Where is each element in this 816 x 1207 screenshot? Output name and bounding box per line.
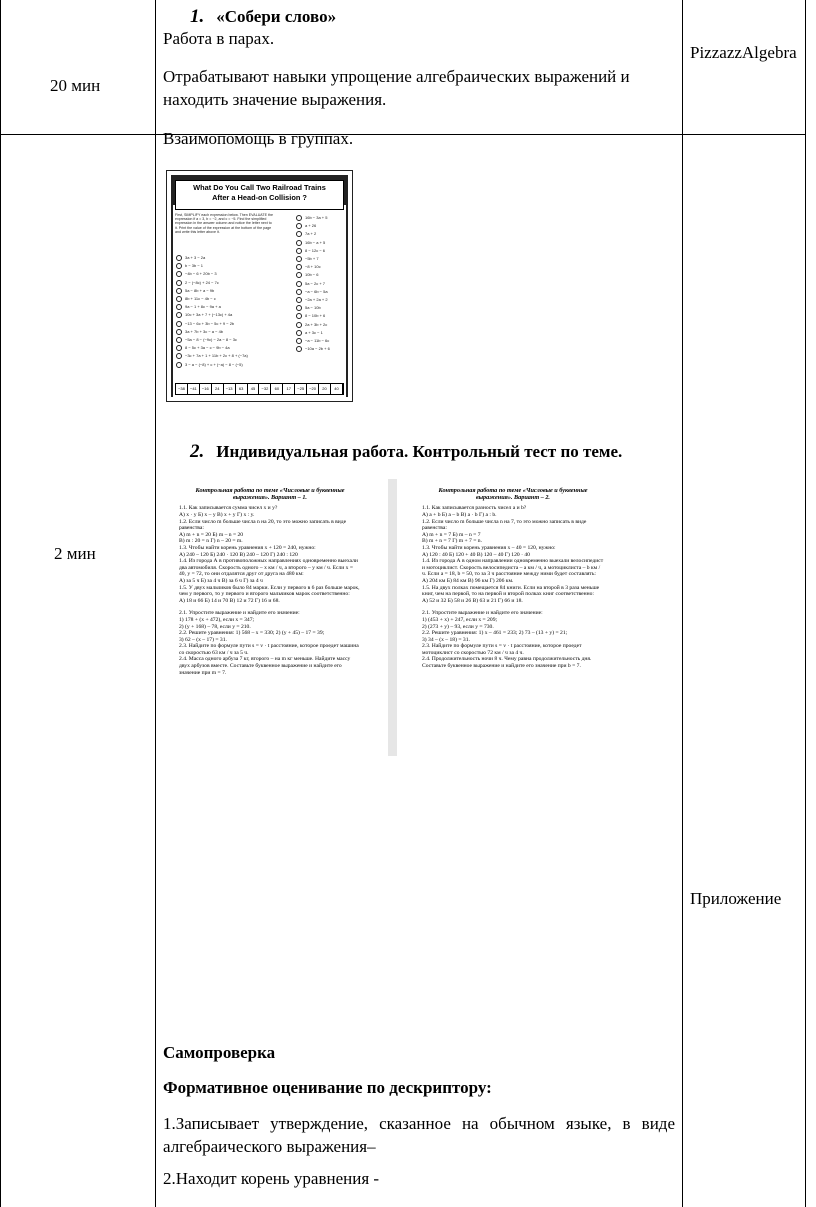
test-line: А) m + n = 20 Б) m – n = 20 xyxy=(179,531,244,538)
poster-left-item-text: 10c + 3a + 7 + (−13c) + 4a xyxy=(185,312,233,318)
test-line: В) m + n = 7 Г) m + 7 = n. xyxy=(422,538,482,545)
test-line: 2) (y + 168) – 78, если y = 210. xyxy=(179,623,251,630)
circle-icon xyxy=(176,329,182,335)
test-line: 1.5. На двух полках помещается 84 книги. Если на второй в 3 раза меньше книг, чем на первой, то на первой и второй полках книг соответственно: xyxy=(422,584,600,598)
poster-left-item xyxy=(176,280,219,286)
poster-right-item-text: 8 − 12c − 6 xyxy=(305,247,326,253)
answer-cell: −13 xyxy=(224,384,236,394)
answer-cell: 60 xyxy=(271,384,283,394)
section-2-title: Индивидуальная работа. Контрольный тест по теме. xyxy=(216,442,623,461)
poster-right-item xyxy=(296,215,327,221)
circle-icon xyxy=(296,281,302,287)
test-line: 3) 62 – (x – 17) = 31. xyxy=(179,636,227,643)
test-line: 2) (273 + y) – 93, если y = 730. xyxy=(422,623,494,630)
poster-right-item xyxy=(296,297,328,303)
circle-icon xyxy=(296,215,302,221)
poster-instructions: First, SIMPLIFY each expression below. Then EVALUATE the expression if a = 3, b = −2, and c = −5. Find the simplified expression in the answer column and notice the letter next to it. Print the value of the expression at the bottom of the page and write this letter above it. xyxy=(175,213,274,234)
poster-title xyxy=(175,180,344,210)
test-line: 2.2. Решите уравнения: 1) 568 – x = 330; 2) (y + 45) – 17 = 39; xyxy=(179,630,325,637)
poster-left-item xyxy=(176,362,243,368)
poster-left-item-text: 3a + 7b + 3c − a − 4b xyxy=(185,328,224,334)
poster-right-item-text: 5a − 2c + 7 xyxy=(305,280,326,286)
poster-right-item-text: −8 + 10c xyxy=(305,264,321,270)
poster-left-item-text: 5a − 8b + a − 9b xyxy=(185,287,215,293)
test-line: 1.3. Чтобы найти корень уравнения x – 40 = 120, нужно: xyxy=(422,544,556,551)
poster-left-item-text: b − 3b − 1 xyxy=(185,263,204,269)
answer-cell: 17 xyxy=(283,384,295,394)
poster-right-item xyxy=(296,256,319,262)
circle-icon xyxy=(296,231,302,237)
test-line: 1.3. Чтобы найти корень уравнения x + 120 = 240, нужно: xyxy=(179,544,316,551)
test-2-title: Контрольная работа по теме «Числовые и буквенные выражения». Вариант – 2. xyxy=(438,487,588,502)
mutual-help-text: Взаимопомощь в группах. xyxy=(163,129,354,148)
poster-right-item-text: 5a − 10b xyxy=(305,305,321,311)
section-1-title: «Собери слово» xyxy=(216,7,337,26)
answer-cell: 40 xyxy=(331,384,343,394)
poster-left-item xyxy=(176,353,248,359)
circle-icon xyxy=(296,256,302,262)
circle-icon xyxy=(176,353,182,359)
poster-right-item xyxy=(296,231,316,237)
circle-icon xyxy=(296,338,302,344)
circle-icon xyxy=(176,271,182,277)
poster-left-item-text: −4b − 6 + 20b − 3 xyxy=(185,271,217,277)
table-divider-1 xyxy=(155,0,156,1207)
poster-left-item-text: 3a + 3 − 2a xyxy=(185,255,206,261)
poster-left-item-text: −5a − 8 − (−9c) − 2a − 8 − 3c xyxy=(185,337,237,343)
test-line: А) за 5 ч Б) за 4 ч В) за 6 ч Г) за 4 ч xyxy=(179,577,263,584)
answer-cell: −32 xyxy=(259,384,271,394)
test-line: А) 204 км Б) 84 км В) 96 км Г) 206 км. xyxy=(422,577,514,584)
test-variant-1 xyxy=(175,479,365,754)
circle-icon xyxy=(176,362,182,368)
circle-icon xyxy=(176,345,182,351)
test-separator xyxy=(388,479,397,756)
test-line: 2.3. Найдите по формуле пути s = v · t расстояние, которое проедет машина со скоростью 63 км / ч за 5 ч. xyxy=(179,643,359,656)
poster-left-item xyxy=(176,296,216,302)
test-line: 2.4. Продолжительность ночи 8 ч. Чему равна продолжительность дня. Составьте буквенное выражение и найдите его значение при b = 7. xyxy=(422,656,592,670)
poster-left-item-text: 3 − a − (−8) + c + (−a) − 8 − (−5) xyxy=(185,361,243,367)
test-line: 1.4. Из города А в одном направлении одновременно выехали велосипедист и мотоциклист. Скорость велосипедиста – a км / ч, а мотоциклиста – b км / ч. Если a = 18, b = 50, то за 3 ч расстояние между ними будет составлять: xyxy=(422,558,604,578)
poster-left-item xyxy=(176,304,221,310)
test-line: 3) 34 – (x – 18) = 31. xyxy=(422,636,470,643)
answer-cell: 63 xyxy=(236,384,248,394)
poster-right-item-text: −a − 11b − 6c xyxy=(305,338,330,344)
skills-text: Отрабатывают навыки упрощение алгебраических выражений и находить значение выражения. xyxy=(163,67,630,109)
test-line: 1) 178 + (x + 472), если x = 347; xyxy=(179,616,255,623)
test-line: В) m : 20 = n Г) n – 20 = m. xyxy=(179,538,243,545)
poster-left-item xyxy=(176,329,223,335)
section-2-heading xyxy=(190,440,702,463)
section-1-number: 1. xyxy=(190,6,205,27)
circle-icon xyxy=(176,280,182,286)
pair-work-text: Работа в парах. xyxy=(163,29,275,48)
test-line: 1.2. Если число m больше числа n на 7, то это можно записать в виде равенства: xyxy=(422,518,587,532)
test-1-body xyxy=(175,505,365,676)
test-line: А) 52 и 32 Б) 58 и 26 В) 63 и 21 Г) 66 и 18. xyxy=(422,597,523,604)
poster-right-item xyxy=(296,330,323,336)
poster-right-item-text: 16b − 3a + 5 xyxy=(305,215,328,221)
test-line: 1.1. Как записывается разность чисел a и b? xyxy=(422,505,527,512)
poster-left-item xyxy=(176,288,214,294)
test-variant-2 xyxy=(418,479,608,754)
poster-left-item-text: −13 − 6c + 3b − 5c + 9 − 2b xyxy=(185,320,235,326)
time-cell-2: 2 мин xyxy=(54,544,96,563)
test-line: А) 240 – 120 Б) 240 · 120 В) 240 – 120 Г) 240 : 120 xyxy=(179,551,298,558)
poster-right-item xyxy=(296,338,329,344)
circle-icon xyxy=(176,263,182,269)
poster-right-item-text: −2a + 2a + 2 xyxy=(305,297,328,303)
circle-icon xyxy=(176,312,182,318)
circle-icon xyxy=(296,240,302,246)
circle-icon xyxy=(296,223,302,229)
poster-left-item-text: 2 − (−8c) + 24 − 7c xyxy=(185,279,219,285)
poster-right-item xyxy=(296,248,325,254)
circle-icon xyxy=(296,264,302,270)
test-line: 2.1. Упростите выражение и найдите его значение: xyxy=(422,610,543,617)
circle-icon xyxy=(176,304,182,310)
answer-cell: −41 xyxy=(188,384,200,394)
resource-pizzazz: PizzazzAlgebra xyxy=(690,43,797,62)
descriptor-2: 2.Находит корень уравнения - xyxy=(163,1169,380,1188)
poster-right-item xyxy=(296,223,316,229)
poster-right-item xyxy=(296,240,325,246)
poster-left-item xyxy=(176,321,234,327)
descriptor-1: 1.Записывает утверждение, сказанное на обычном языке, в виде алгебраического выражения– xyxy=(163,1114,675,1156)
answer-cell: −20 xyxy=(307,384,319,394)
poster-right-item xyxy=(296,264,321,270)
test-line: 2.2. Решите уравнения: 1) x – 461 = 233; 2) 73 – (13 + y) = 21; xyxy=(422,630,568,637)
poster-title-line2: After a Head-on Collision ? xyxy=(212,193,307,202)
poster-left-item xyxy=(176,345,230,351)
circle-icon xyxy=(296,305,302,311)
answer-cell: 45 xyxy=(248,384,260,394)
circle-icon xyxy=(296,330,302,336)
poster-frame-right xyxy=(346,175,348,397)
circle-icon xyxy=(296,297,302,303)
circle-icon xyxy=(176,296,182,302)
circle-icon xyxy=(296,313,302,319)
circle-icon xyxy=(176,337,182,343)
poster-title-line1: What Do You Call Two Railroad Trains xyxy=(193,183,326,192)
poster-right-item-text: −5b + 7 xyxy=(305,256,319,262)
test-2-body xyxy=(418,505,608,669)
test-line: А) m + n = 7 Б) m – n = 7 xyxy=(422,531,481,538)
poster-right-item xyxy=(296,305,321,311)
poster-right-item-text: a + 26 xyxy=(305,223,317,229)
poster-right-item-text: 16b − a + 5 xyxy=(305,239,326,245)
test-line: А) 18 и 66 Б) 14 и 70 В) 12 и 72 Г) 16 и 68. xyxy=(179,597,280,604)
answer-cell: 20 xyxy=(319,384,331,394)
test-line: 1.1. Как записывается сумма чисел x и y? xyxy=(179,505,278,512)
poster-right-item xyxy=(296,322,327,328)
poster-left-item-text: 8b + 11c − 4b − c xyxy=(185,296,216,302)
poster-left-item xyxy=(176,337,237,343)
test-line: 2.3. Найдите по формуле пути s = v · t расстояние, которое проедет мотоциклист со скоростью 72 км / ч за 4 ч. xyxy=(422,643,582,656)
answer-cell: −16 xyxy=(200,384,212,394)
test-1-title: Контрольная работа по теме «Числовые и буквенные выражения». Вариант – 1. xyxy=(195,487,345,502)
poster-right-item xyxy=(296,281,325,287)
poster-right-item xyxy=(296,313,325,319)
test-line: 1.5. У двух мальчиков было 84 марки. Если у первого в 6 раз больше марок, чем у первого, то у первого и второго мальчиков марок соответственно: xyxy=(179,584,360,598)
test-line: 2.4. Масса одного арбуза 7 кг, второго – на m кг меньше. Найдите массу двух арбузов вместе. Составьте буквенное выражение и найдите его значение при m = 7. xyxy=(179,656,351,676)
test-line: 1.4. Из города А в противоположных направлениях одновременно выехали два автомобиля. Скорость одного – x км / ч, а второго – y км / ч. Если x = 40, y = 72, то они отдалятся друг от друга на 480 км: xyxy=(179,558,358,578)
answer-cell: 24 xyxy=(212,384,224,394)
poster-left-item-text: −3c + 7a + 1 + 11b + 2c + 8 + (−7a) xyxy=(185,353,248,359)
poster-left-item-text: 8 − 5c + 3a − c − 9b − 4a xyxy=(185,345,230,351)
circle-icon xyxy=(296,248,302,254)
circle-icon xyxy=(296,289,302,295)
poster-right-item xyxy=(296,346,330,352)
poster-left-item-text: 9a − 1 + 8c − 9a + a xyxy=(185,304,221,310)
answer-cell: −38 xyxy=(176,384,188,394)
circle-icon xyxy=(176,288,182,294)
poster-right-item xyxy=(296,289,328,295)
poster-left-item xyxy=(176,312,232,318)
test-line: 1) (453 + x) + 247, если x = 209; xyxy=(422,616,498,623)
poster-left-item xyxy=(176,263,203,269)
poster-right-item-text: 8 − 10b + 6 xyxy=(305,313,326,319)
test-line: 1.2. Если число m больше числа n на 20, то это можно записать в виде равенства: xyxy=(179,518,347,532)
circle-icon xyxy=(296,322,302,328)
test-line: 2.1. Упростите выражение и найдите его значение: xyxy=(179,610,300,617)
test-line: А) 120 : 40 Б) 120 + 40 В) 120 – 40 Г) 120 · 40 xyxy=(422,551,530,558)
poster-answer-grid xyxy=(175,383,344,395)
worksheet-image xyxy=(166,170,353,402)
formative-assessment-heading: Формативное оценивание по дескриптору: xyxy=(163,1078,492,1097)
poster-right-item-text: 10b − 6 xyxy=(305,272,319,278)
section-1-heading xyxy=(190,5,702,28)
table-border-left xyxy=(0,0,1,1207)
test-line: А) x · y Б) x – y В) x + y Г) x : y. xyxy=(179,512,255,518)
answer-cell: −25 xyxy=(295,384,307,394)
circle-icon xyxy=(176,321,182,327)
poster-right-item-text: 2a + 3b + 2c xyxy=(305,321,328,327)
table-border-right xyxy=(805,0,806,1207)
resource-appendix: Приложение xyxy=(690,889,782,908)
section-2-number: 2. xyxy=(190,441,205,462)
poster-right-item-text: −a − 6b − 5a xyxy=(305,288,328,294)
poster-right-item-text: a + 3c − 1 xyxy=(305,329,323,335)
poster-left-item xyxy=(176,255,205,261)
test-line: А) a + b Б) a – b В) a · b Г) a : b. xyxy=(422,512,497,518)
table-divider-2 xyxy=(682,0,683,1207)
poster-frame-left xyxy=(171,175,173,397)
circle-icon xyxy=(176,255,182,261)
self-check-heading: Самопроверка xyxy=(163,1043,276,1062)
time-cell-1: 20 мин xyxy=(50,76,101,95)
poster-right-item-text: 7a + 2 xyxy=(305,231,317,237)
poster-left-item xyxy=(176,271,217,277)
circle-icon xyxy=(296,272,302,278)
poster-right-item xyxy=(296,272,318,278)
poster-right-item-text: −10a − 2b + 6 xyxy=(305,346,330,352)
circle-icon xyxy=(296,346,302,352)
